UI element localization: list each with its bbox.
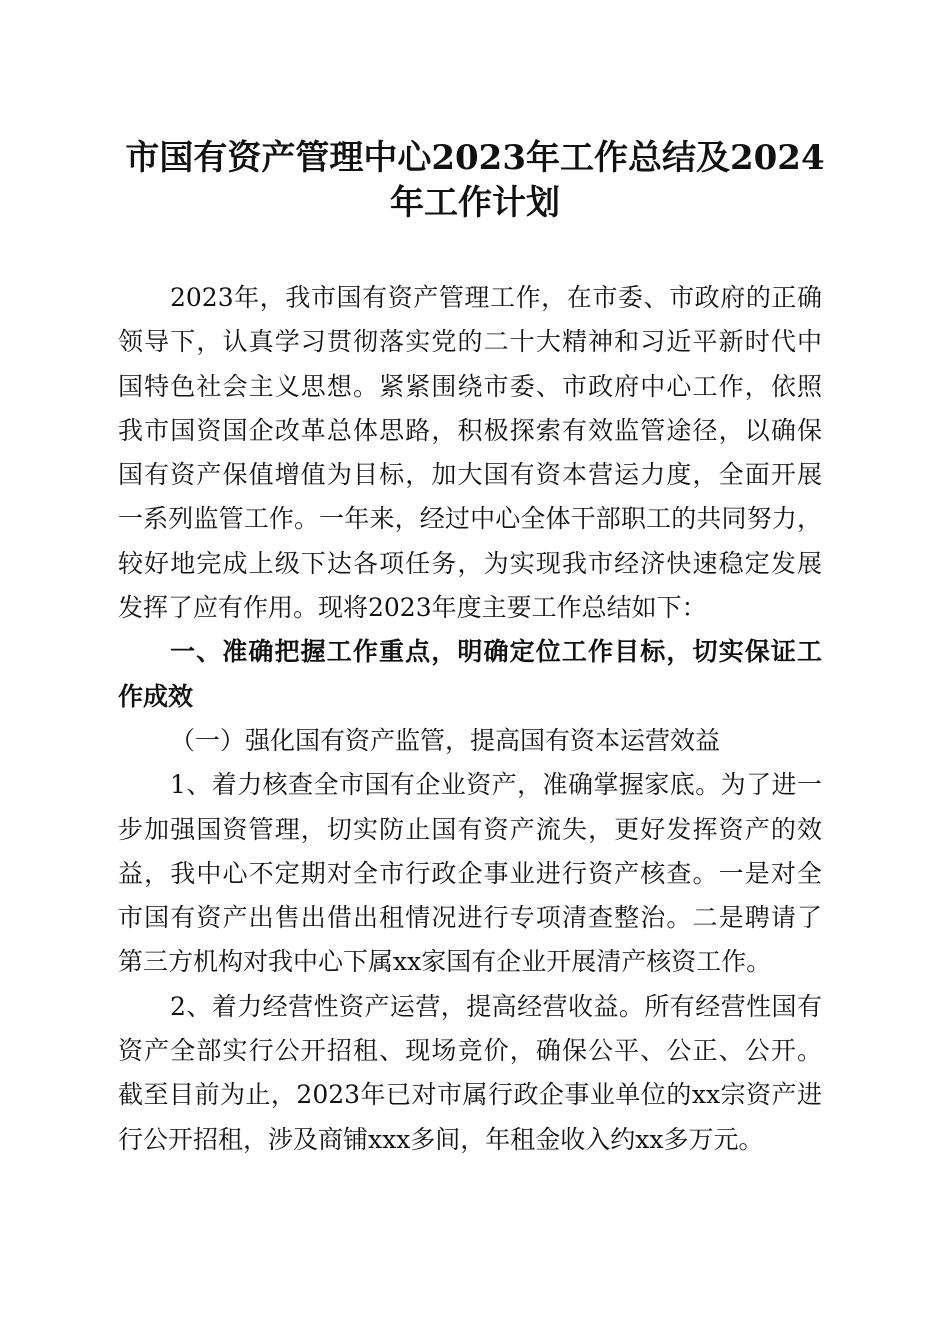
text-line: 2023年，我市国有资产管理工作，在市委、市政府的正确: [170, 283, 822, 312]
paragraph: [118, 763, 822, 984]
subsection-heading: [118, 719, 822, 763]
text-line: （一）强化国有资产监管，提高国有资本运营效益: [170, 725, 721, 755]
paragraph: [118, 985, 822, 1162]
text-line: 作成效: [118, 681, 194, 711]
text-line: 截至目前为止，2023年已对市属行政企事业单位的xx宗资产进: [118, 1080, 822, 1110]
text-line: 我市国资国企改革总体思路，积极探索有效监管途径，以确保: [118, 415, 822, 445]
text-line: 国特色社会主义思想。紧紧围绕市委、市政府中心工作，依照: [118, 371, 822, 401]
text-line: 领导下，认真学习贯彻落实党的二十大精神和习近平新时代中: [118, 327, 822, 357]
text-line: 一系列监管工作。一年来，经过中心全体干部职工的共同努力，: [118, 504, 822, 534]
text-line: 发挥了应有作用。现将2023年度主要工作总结如下：: [118, 593, 707, 623]
text-line: 国有资产保值增值为目标，加大国有资本营运力度，全面开展: [118, 460, 822, 490]
paragraph: [118, 276, 822, 630]
text-line: 一、准确把握工作重点，明确定位工作目标，切实保证工: [170, 637, 822, 667]
text-line: 益，我中心不定期对全市行政企事业进行资产核查。一是对全: [118, 858, 822, 888]
text-line: 市国有资产出售出借出租情况进行专项清查整治。二是聘请了: [118, 903, 822, 933]
title-line: 年工作计划: [390, 183, 560, 223]
text-line: 较好地完成上级下达各项任务，为实现我市经济快速稳定发展: [118, 548, 822, 578]
document-title: [110, 136, 840, 226]
text-line: 步加强国资管理，切实防止国有资产流失，更好发挥资产的效: [118, 814, 822, 844]
text-line: 资产全部实行公开招租、现场竞价，确保公平、公正、公开。: [118, 1036, 822, 1066]
title-line: 市国有资产管理中心2023年工作总结及2024: [125, 138, 825, 178]
text-line: 行公开招租，涉及商铺xxx多间，年租金收入约xx多万元。: [118, 1124, 764, 1154]
document-body: [118, 276, 822, 1162]
text-line: 第三方机构对我中心下属xx家国有企业开展清产核资工作。: [118, 947, 772, 977]
section-heading: [118, 630, 822, 719]
text-line: 2、着力经营性资产运营，提高经营收益。所有经营性国有: [170, 991, 822, 1021]
text-line: 1、着力核查全市国有企业资产，准确掌握家底。为了进一: [170, 770, 822, 800]
